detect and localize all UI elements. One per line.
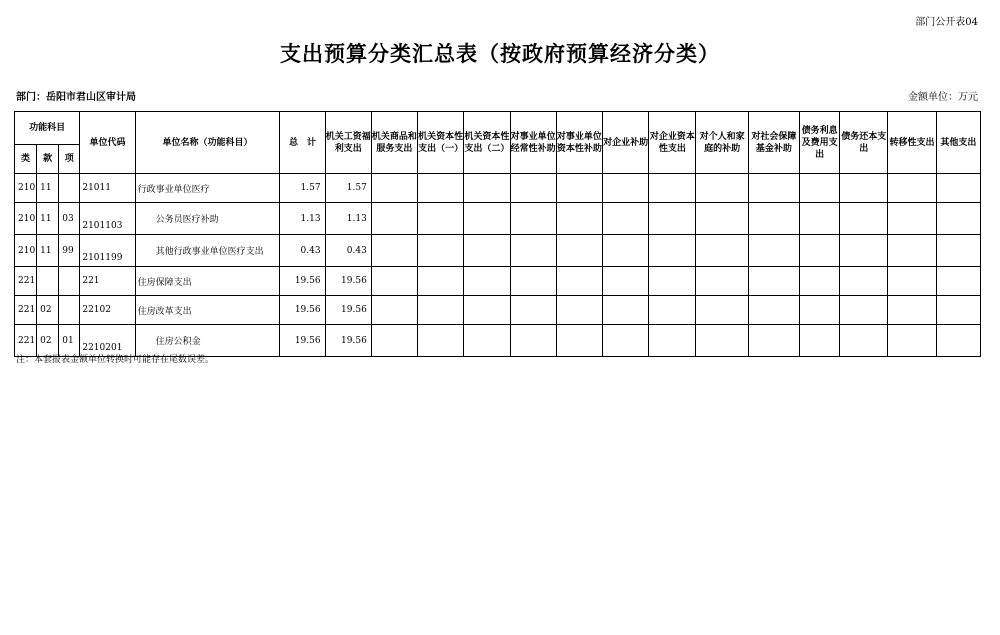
- col-header: 机关工资福利支出: [325, 112, 371, 174]
- form-code: 部门公开表04: [915, 17, 978, 28]
- amount-unit-label: 金额单位：万元: [908, 92, 978, 103]
- department-label: 部门：岳阳市君山区审计局: [16, 92, 136, 103]
- unit-name-cell: 行政事业单位医疗: [135, 174, 280, 203]
- xiang-cell: [59, 296, 80, 325]
- table-row: [15, 267, 981, 296]
- xiang-header: 项: [59, 145, 80, 174]
- col-header: 其他支出: [936, 112, 980, 174]
- col-header: 债务利息及费用支出: [799, 112, 839, 174]
- xiang-cell: 99: [59, 235, 80, 267]
- unit-code-cell: 2101103: [80, 203, 135, 235]
- salary-cell: 19.56: [325, 325, 371, 357]
- total-cell: 19.56: [280, 267, 325, 296]
- kuan-cell: 11: [37, 235, 59, 267]
- col-header: 对事业单位资本性补助: [556, 112, 602, 174]
- xiang-cell: [59, 174, 80, 203]
- lei-cell: 210: [15, 203, 37, 235]
- col-header: 对个人和家庭的补助: [696, 112, 748, 174]
- salary-cell: 0.43: [325, 235, 371, 267]
- total-cell: 0.43: [280, 235, 325, 267]
- page-title: 支出预算分类汇总表（按政府预算经济分类）: [280, 42, 720, 66]
- salary-cell: 1.13: [325, 203, 371, 235]
- xiang-cell: 03: [59, 203, 80, 235]
- unit-name-cell: 其他行政事业单位医疗支出: [135, 235, 280, 267]
- total-cell: 1.13: [280, 203, 325, 235]
- lei-cell: 221: [15, 325, 37, 357]
- total-cell: 1.57: [280, 174, 325, 203]
- table-row: [15, 174, 981, 203]
- table-row: [15, 235, 981, 267]
- xiang-cell: 01: [59, 325, 80, 357]
- kuan-cell: 02: [37, 296, 59, 325]
- table-row: [15, 203, 981, 235]
- unit-code-header: 单位代码: [80, 112, 135, 174]
- col-header: 转移性支出: [888, 112, 936, 174]
- lei-cell: 221: [15, 296, 37, 325]
- col-header: 对社会保障基金补助: [748, 112, 799, 174]
- lei-cell: 210: [15, 174, 37, 203]
- salary-cell: 19.56: [325, 267, 371, 296]
- table-row: [15, 296, 981, 325]
- kuan-cell: 11: [37, 174, 59, 203]
- unit-code-cell: 21011: [80, 174, 135, 203]
- kuan-cell: 02: [37, 325, 59, 357]
- salary-cell: 19.56: [325, 296, 371, 325]
- col-header: 对事业单位经常性补助: [510, 112, 556, 174]
- col-header: 对企业补助: [602, 112, 648, 174]
- col-header: 对企业资本性支出: [649, 112, 696, 174]
- unit-code-cell: 2101199: [80, 235, 135, 267]
- kuan-cell: 11: [37, 203, 59, 235]
- col-header: 机关资本性支出（一）: [418, 112, 464, 174]
- xiang-cell: [59, 267, 80, 296]
- col-header: 债务还本支出: [840, 112, 888, 174]
- unit-name-cell: 住房公积金: [135, 325, 280, 357]
- lei-header: 类: [15, 145, 37, 174]
- kuan-header: 款: [37, 145, 59, 174]
- total-header: 总 计: [280, 112, 325, 174]
- unit-name-cell: 公务员医疗补助: [135, 203, 280, 235]
- lei-cell: 221: [15, 267, 37, 296]
- kuan-cell: [37, 267, 59, 296]
- salary-cell: 1.57: [325, 174, 371, 203]
- unit-code-cell: 2210201: [80, 325, 135, 357]
- col-header: 机关资本性支出（二）: [464, 112, 510, 174]
- func-group-header: 功能科目: [15, 112, 80, 145]
- footnote: 注：本套报表金额单位转换时可能存在尾数误差。: [16, 355, 215, 365]
- unit-code-cell: 221: [80, 267, 135, 296]
- unit-name-header: 单位名称（功能科目）: [135, 112, 280, 174]
- lei-cell: 210: [15, 235, 37, 267]
- unit-name-cell: 住房保障支出: [135, 267, 280, 296]
- col-header: 机关商品和服务支出: [371, 112, 417, 174]
- budget-table: [14, 111, 981, 357]
- total-cell: 19.56: [280, 325, 325, 357]
- unit-name-cell: 住房改革支出: [135, 296, 280, 325]
- unit-code-cell: 22102: [80, 296, 135, 325]
- total-cell: 19.56: [280, 296, 325, 325]
